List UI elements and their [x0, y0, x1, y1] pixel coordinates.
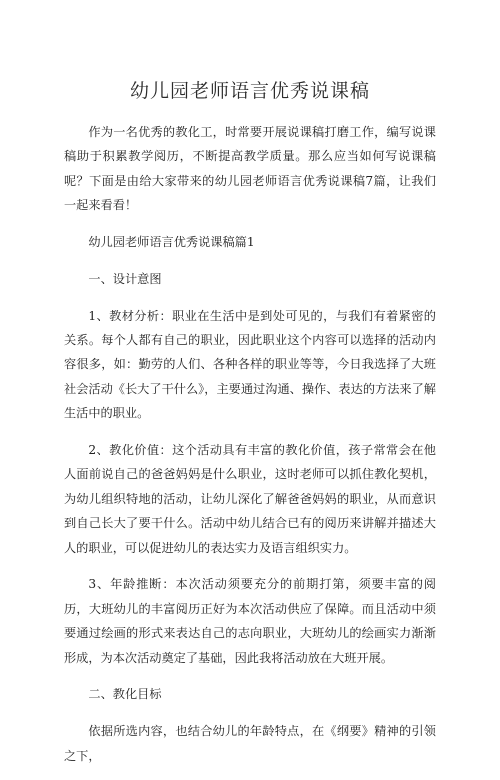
paragraph-educational-value: 2、教化价值：这个活动具有丰富的教化价值，孩子常常会在他人面前说自己的爸爸妈妈是什么职业，这时老师可以抓住教化契机，为幼儿组织特地的活动，让幼儿深化了解爸爸妈妈的职业，从而意识到自己长大了要干什么。活动中幼儿结合已有的阅历来讲解并描述大人的职业，可以促进幼儿的表达实力及语言组织实力。: [64, 443, 436, 555]
document-title: 幼儿园老师语言优秀说课稿: [129, 80, 370, 102]
paragraph-age-inference: 3、年龄推断：本次活动须要充分的前期打第，须要丰富的阅历，大班幼儿的丰富阅历正好为本次活动供应了保障。而且活动中须要通过绘画的形式来表达自己的志向职业，大班幼儿的绘画实力渐渐形成，为本次活动奠定了基础，因此我将活动放在大班开展。: [64, 577, 436, 665]
paragraph-material-analysis: 1、教材分析：职业在生活中是到处可见的，与我们有着紧密的关系。每个人都有自己的职业，因此职业这个内容可以选择的活动内容很多，如：勤劳的人们、各种各样的职业等等，今日我选择了大班社会活动《长大了干什么》，主要通过沟通、操作、表达的方法来了解生活中的职业。: [64, 308, 436, 421]
section-heading-goals: 二、教化目标: [88, 687, 162, 702]
intro-paragraph: 作为一名优秀的教化工，时常要开展说课稿打磨工作，编写说课稿助于积累教学阅历，不断提高教学质量。那么应当如何写说课稿呢？下面是由给大家带来的幼儿园老师语言优秀说课稿7篇，让我们一起来看看！: [64, 125, 436, 213]
document-body: [64, 120, 436, 780]
paragraph-goals-intro: 依据所选内容，也结合幼儿的年龄特点，在《纲要》精神的引领之下，: [64, 724, 436, 763]
section-title: 幼儿园老师语言优秀说课稿篇1: [88, 235, 255, 250]
section-heading-design: 一、设计意图: [88, 271, 162, 286]
